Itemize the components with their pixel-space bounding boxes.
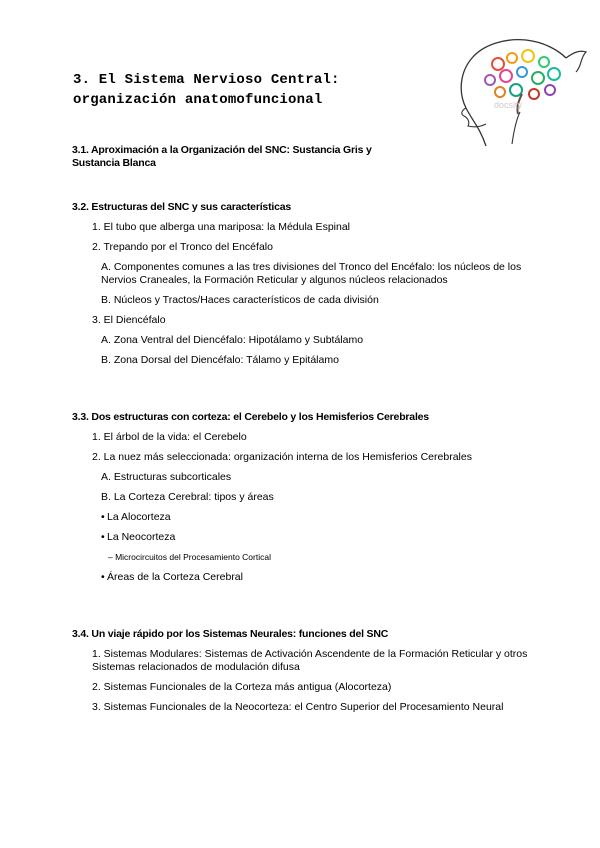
- list-item: A. Componentes comunes a las tres divisiones del Tronco del Encéfalo: los núcleos de los Nervios Craneales, la Formación Reticular y algunos núcleos relacionados: [101, 261, 522, 286]
- section-3-3: [72, 411, 542, 591]
- list-item: 2. Sistemas Funcionales de la Corteza más antigua (Alocorteza): [92, 681, 392, 693]
- bullet-icon: •: [101, 531, 105, 543]
- list-item: 2. Trepando por el Tronco del Encéfalo: [92, 241, 273, 253]
- section-3-2: [72, 201, 542, 374]
- bullet-icon: •: [101, 511, 105, 523]
- section-heading: 3.1. Aproximación a la Organización del SNC: Sustancia Gris y Sustancia Blanca: [72, 144, 372, 169]
- list-item: A. Estructuras subcorticales: [101, 471, 232, 483]
- sub-bullet-item: – Microcircuitos del Procesamiento Cortical: [108, 552, 271, 562]
- bullet-icon: •: [101, 571, 105, 583]
- page-title: 3. El Sistema Nervioso Central: organización anatomofuncional: [73, 72, 340, 108]
- bullet-item: [72, 571, 542, 584]
- section-heading: 3.4. Un viaje rápido por los Sistemas Neurales: funciones del SNC: [72, 628, 389, 640]
- list-item: A. Zona Ventral del Diencéfalo: Hipotálamo y Subtálamo: [101, 334, 364, 346]
- list-item: 2. La nuez más seleccionada: organización interna de los Hemisferios Cerebrales: [92, 451, 472, 463]
- bullet-item: [72, 511, 542, 524]
- section-heading: 3.2. Estructuras del SNC y sus características: [72, 201, 292, 213]
- section-3-4: [72, 628, 542, 721]
- bullet-text: La Alocorteza: [107, 511, 171, 523]
- list-item: B. La Corteza Cerebral: tipos y áreas: [101, 491, 274, 503]
- list-item: B. Núcleos y Tractos/Haces característicos de cada división: [101, 294, 379, 306]
- logo-watermark: docsity: [494, 100, 523, 110]
- section-3-1: [72, 144, 542, 177]
- list-item: 3. Sistemas Funcionales de la Neocorteza: el Centro Superior del Procesamiento Neural: [92, 701, 504, 713]
- section-heading: 3.3. Dos estructuras con corteza: el Cerebelo y los Hemisferios Cerebrales: [72, 411, 429, 423]
- list-item: 3. El Diencéfalo: [92, 314, 166, 326]
- bullet-text: Áreas de la Corteza Cerebral: [107, 571, 243, 583]
- list-item: B. Zona Dorsal del Diencéfalo: Tálamo y Epitálamo: [101, 354, 339, 366]
- list-item: 1. Sistemas Modulares: Sistemas de Activación Ascendente de la Formación Reticular y otros Sistemas relacionados de modulación difusa: [92, 648, 528, 673]
- bullet-item: [72, 531, 542, 544]
- list-item: 1. El tubo que alberga una mariposa: la Médula Espinal: [92, 221, 350, 233]
- bullet-text: La Neocorteza: [107, 531, 176, 543]
- list-item: 1. El árbol de la vida: el Cerebelo: [92, 431, 247, 443]
- head-profile-brain-tree-icon: [450, 28, 590, 158]
